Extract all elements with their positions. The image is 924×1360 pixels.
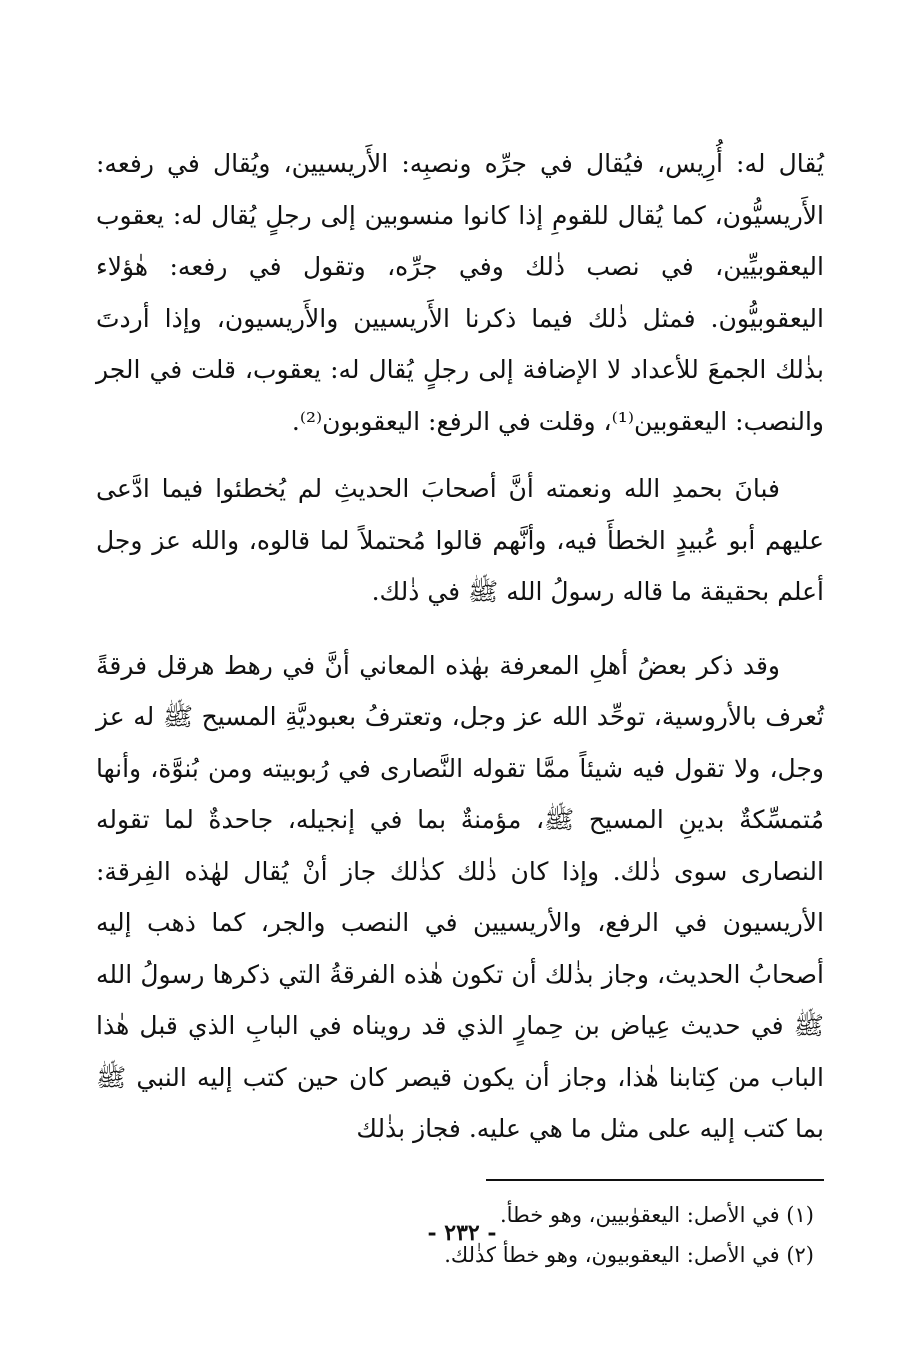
footnote-1: (١) في الأصل: اليعقوٰبيين، وهو خطأ. bbox=[499, 1202, 814, 1227]
page-number: - ٢٣٢ - bbox=[427, 1220, 497, 1246]
paragraph-2: فبانَ بحمدِ الله ونعمته أنَّ أصحابَ الحديثِ لم يُخطئوا فيما ادَّعى عليهم أبو عُبيدٍ الخطأَ فيه، وأنَّهم قالوا مُحتملاً لما قالوه، والله عز وجل أعلم بحقيقة ما قاله رسولُ الله ﷺ في ذٰلك. bbox=[96, 474, 824, 606]
footnote-divider bbox=[486, 1179, 824, 1181]
paragraph-1: يُقال له: أُرِيس، فيُقال في جرِّه ونصبِه: الأَريسيين، ويُقال في رفعه: الأَريسيُّون، كما يُقال للقومِ إذا كانوا منسوبين إلى رجلٍ يُقال له: يعقوب اليعقوبيِّين، في نصب ذٰلك وفي جرِّه، وتقول في رفعه: هٰؤلاء اليعقوبيُّون. فمثل ذٰلك فيما ذكرنا الأَريسيين والأَريسيون، وإذا أردتَ بذٰلك الجمعَ للأعداد لا الإضافة إلى رجلٍ يُقال له: يعقوب، قلت في الجر والنصب: اليعقوبين⁽¹⁾، وقلت في الرفع: اليعقوبون⁽²⁾. bbox=[96, 149, 825, 436]
footnote-2: (٢) في الأصل: اليعقوبيون، وهو خطأ كذٰلك. bbox=[444, 1242, 814, 1267]
page-body bbox=[96, 138, 824, 1275]
paragraph-3: وقد ذكر بعضُ أهلِ المعرفة بهٰذه المعاني أنَّ في رهط هرقل فرقةً تُعرف بالأروسية، توحِّد الله عز وجل، وتعترفُ بعبوديَّةِ المسيح ﷺ له عز وجل، ولا تقول فيه شيئاً ممَّا تقوله النَّصارى في رُبوبيته ومن بُنوَّة، وأنها مُتمسِّكةٌ بدينِ المسيح ﷺ، مؤمنةٌ بما في إنجيله، جاحدةٌ لما تقوله النصارى سوى ذٰلك. وإذا كان ذٰلك كذٰلك جاز أنْ يُقال لهٰذه الفِرقة: الأريسيون في الرفع، والأريسيين في النصب والجر، كما ذهب إليه أصحابُ الحديث، وجاز بذٰلك أن تكون هٰذه الفرقةُ التي ذكرها رسولُ الله ﷺ في حديث عِياض بن حِمارٍ الذي قد رويناه في البابِ الذي قبل هٰذا الباب من كِتابنا هٰذا، وجاز أن يكون قيصر كان حين كتب إليه النبي ﷺ بما كتب إليه على مثل ما هي عليه. فجاز بذٰلك bbox=[96, 650, 824, 1143]
